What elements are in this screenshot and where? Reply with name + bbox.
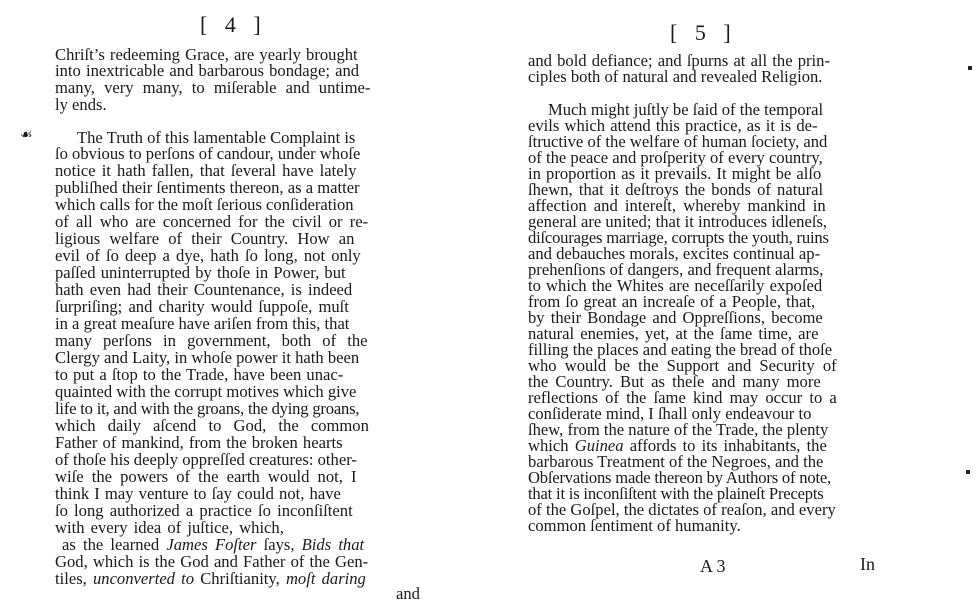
catchword-right: In <box>860 554 875 574</box>
text-run: affords to its inhabitants, the <box>629 436 827 455</box>
text-line: general are united; that it introduces idleneſs, <box>528 212 828 231</box>
text-line: ligious welfare of their Country. How an <box>55 229 355 248</box>
text-line: affection and intereſt, whereby mankind in <box>528 196 826 215</box>
text-line <box>55 571 366 587</box>
text-line: that it is inconſiſtent with the plaineſt Precepts <box>528 484 824 503</box>
text-line: of the Goſpel, the dictates of reaſon, and every <box>528 500 836 519</box>
text-line: by their Bondage and Oppreſſions, become <box>528 308 823 327</box>
text-line: ſtructive of the welfare of human ſociety, and <box>528 132 828 151</box>
text-line: many perſons in government, both of the <box>55 331 368 350</box>
text-line: ſurpriſing; and charity would ſuppoſe, muſt <box>55 297 349 316</box>
text-line: Chriſt’s redeeming Grace, are yearly brought <box>55 45 358 64</box>
text-line: evils which attend this practice, as it is de- <box>528 116 818 135</box>
text-line: diſcourages marriage, corrupts the youth, ruins <box>528 228 829 247</box>
text-line: in proportion as it prevails. It might be alſo <box>528 164 822 183</box>
text-line: ſo long authorized a practice ſo inconſiſtent <box>55 501 353 520</box>
text-line: natural enemies, yet, at the ſame time, are <box>528 324 819 343</box>
text-line: Clergy and Laity, in whoſe power it hath been <box>55 348 360 367</box>
text-line: of all who are concerned for the civil or re- <box>55 212 369 231</box>
text-line: from ſo great an increaſe of a People, that, <box>528 292 816 311</box>
text-run: ſays, <box>263 535 295 554</box>
page-number-right: [ 5 ] <box>670 20 737 45</box>
italic-quote: Bids that <box>301 535 365 554</box>
right-page <box>488 0 980 604</box>
italic-quote: unconverted to <box>92 569 195 588</box>
text-line: ſhew, from the nature of the Trade, the plenty <box>528 420 829 439</box>
italic-line: God, which is the God and Father of the Gen- <box>55 552 369 571</box>
italic-name: James Foſter <box>166 535 257 554</box>
text-line: and debauches morals, excites continual ap- <box>528 244 821 263</box>
text-line: who would be the Support and Security of <box>528 356 837 375</box>
text-line: Much might juſtly be ſaid of the temporal <box>548 100 824 119</box>
left-page <box>0 0 470 604</box>
text-line: think I may venture to ſay could not, have <box>55 484 341 503</box>
text-line: Obſervations made thereon by Authors of note, <box>528 468 831 487</box>
text-run: tiles, <box>55 569 87 588</box>
text-line: ſo obvious to perſons of candour, under whoſe <box>55 144 361 163</box>
text-line <box>62 537 364 553</box>
flourish-icon: ☙ <box>20 128 33 143</box>
italic-line: ciples both of natural and revealed Religion. <box>528 67 823 86</box>
text-line: in a great meaſure have ariſen from this, that <box>55 314 350 333</box>
text-line: of thoſe his deeply oppreſſed creatures: other- <box>55 450 357 469</box>
text-line: evil of ſo deep a dye, hath ſo long, not only <box>55 246 361 265</box>
text-line: of the peace and proſperity of every country, <box>528 148 823 167</box>
signature-mark: A 3 <box>700 556 726 576</box>
text-line: publiſhed their ſentiments thereon, as a matter <box>55 178 360 197</box>
page-number-left: [ 4 ] <box>200 12 267 37</box>
text-line: ly ends. <box>55 95 107 114</box>
italic-quote: moſt daring <box>285 569 366 588</box>
scan-speck <box>968 66 972 70</box>
italic-line: and bold defiance; and ſpurns at all the prin- <box>528 51 830 70</box>
text-line: to which the Whites are neceſſarily expoſed <box>528 276 823 295</box>
text-line: to put a ſtop to the Trade, have been unac- <box>55 365 344 384</box>
text-run: which <box>528 436 569 455</box>
text-line: prehenſions of dangers, and frequent alarms, <box>528 260 824 279</box>
text-line: reflections of the ſame kind may occur to a <box>528 388 837 407</box>
scan-speck <box>966 470 970 474</box>
text-line: notice it hath fallen, that ſeveral have lately <box>55 161 357 180</box>
text-line: quainted with the corrupt motives which give <box>55 382 357 401</box>
text-line: barbarous Treatment of the Negroes, and the <box>528 452 824 471</box>
catchword-left: and <box>396 584 420 603</box>
text-line: Father of mankind, from the broken hearts <box>55 433 343 452</box>
text-line: ſhewn, that it deſtroys the bonds of natural <box>528 180 824 199</box>
text-line: common ſentiment of humanity. <box>528 516 741 535</box>
text-line: conſiderate mind, I ſhall only endeavour to <box>528 404 812 423</box>
text-line: which calls for the moſt ſerious conſideration <box>55 195 354 214</box>
text-line: hath even had their Countenance, is indeed <box>55 280 353 299</box>
text-run: Chriſtianity, <box>200 569 280 588</box>
text-line: wiſe the powers of the earth would not, I <box>55 467 357 486</box>
text-line: The Truth of this lamentable Complaint is <box>77 128 356 147</box>
text-line: paſſed uninterrupted by thoſe in Power, but <box>55 263 346 282</box>
text-line: the Country. But as theſe and many more <box>528 372 821 391</box>
text-line: many, very many, to miſerable and untime- <box>55 78 371 97</box>
italic-place: Guinea <box>574 436 624 455</box>
text-line: filling the places and eating the bread of thoſe <box>528 340 833 359</box>
text-line: into inextricable and barbarous bondage; and <box>55 61 360 80</box>
text-line: life to it, and with the groans, the dying groans, <box>55 399 360 418</box>
text-line: with every idea of juſtice, which, <box>55 518 284 537</box>
text-line: which daily aſcend to God, the common <box>55 416 369 435</box>
text-run: as the learned <box>62 535 160 554</box>
